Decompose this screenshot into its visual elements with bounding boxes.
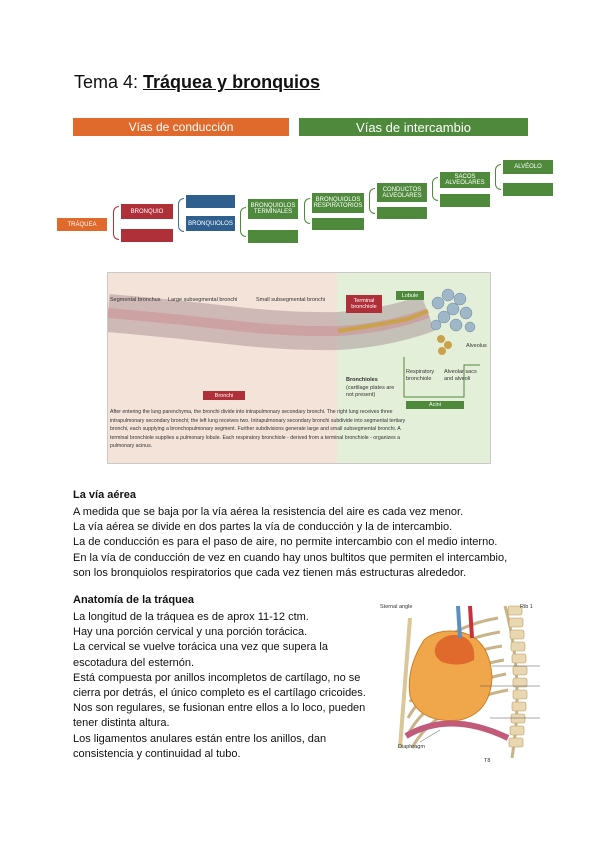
node-alveolo-blank: [503, 183, 553, 196]
paragraph-line: Nos son regulares, se fusionan entre ellos a lo loco, pueden: [73, 702, 366, 715]
node-conductos-blank: [377, 207, 427, 219]
paragraph-line: A medida que se baja por la vía aérea la resistencia del aire es cada vez menor.: [73, 506, 464, 518]
node-traquea: TRÁQUEA: [57, 218, 107, 231]
paragraph-line: escotadura del esternón.: [73, 656, 195, 669]
anatomia-body: [73, 610, 366, 762]
node-terminales-blank: [248, 230, 298, 243]
paragraph-line: La de conducción es para el paso de aire, no permite intercambio con el medio interno.: [73, 536, 498, 549]
paragraph-line: tener distinta altura.: [73, 717, 170, 730]
label-t8: T8: [484, 758, 491, 764]
label-cartilage: (cartilage plates are not present): [346, 385, 395, 398]
label-bronchioles: Bronchioles: [346, 377, 378, 383]
label-respiratory: Respiratory bronchiole: [406, 369, 435, 382]
label-segmental: Segmental bronchus: [110, 297, 161, 303]
node-respiratorios: BRONQUIOLOS RESPIRATORIOS: [312, 193, 364, 213]
paragraph-line: La longitud de la tráquea es de aprox 11-12 ctm.: [73, 611, 309, 623]
paragraph-line: consistencia y continuidad al tubo.: [73, 747, 241, 760]
label-sternal-angle: Sternal angle: [380, 604, 413, 610]
paragraph-line: Los ligamentos anulares están entre los anillos, dan: [73, 732, 327, 745]
via-aerea-body: [73, 505, 507, 581]
paragraph-line: cierra por detrás, el único completo es el cartílago cricoides.: [73, 687, 366, 700]
label-diaphragm: Diaphragm: [398, 744, 425, 750]
bracket-2: [178, 198, 184, 232]
node-terminales: BRONQUIOLOS TERMINALES: [248, 199, 298, 219]
bracket-6: [432, 177, 438, 201]
paragraph-line: En la vía de conducción de vez en cuando hay unos bultitos que permiten el intercambio,: [73, 551, 508, 564]
section-heading-anatomia: Anatomía de la tráquea: [73, 594, 195, 606]
node-respiratorios-blank: [312, 218, 364, 230]
figure-caption: After entering the lung parenchyma, the bronchi divide into intrapulmonary secondary bronchi. The right lung receives three intrapulmonary secondary bronchi; the left lung receives two. Intrapulmonary secondary bronchi subdivide into segmental tertiary bronchi, each supplying a bronchopulmonary segment. Further subdivisions generate large and small subsegmental bronchi. A terminal bronchiole supplies a pulmonary lobule. Each respiratory bronchiole - derived from a terminal bronchiole - organizes a pulmonary acinus.: [110, 409, 406, 450]
node-sacos-blank: [440, 194, 490, 207]
bracket-4: [304, 198, 310, 224]
label-large: Large subsegmental bronchi: [168, 297, 238, 303]
label-acini: Acini: [429, 402, 441, 408]
node-bronquio-blank: [121, 229, 173, 242]
label-bronchi: Bronchi: [214, 392, 234, 399]
node-sacos: SACOS ALVEOLARES: [440, 172, 490, 188]
thorax-anatomy-figure: [380, 598, 545, 770]
label-sacs: Alveolar sacs and alveoli: [444, 369, 477, 382]
label-small: Small subsegmental bronchi: [256, 297, 326, 303]
paragraph-line: son los bronquiolos respiratorios que cada vez tienen más estructuras alrededor.: [73, 566, 467, 579]
bracket-5: [369, 188, 375, 214]
title-prefix: Tema 4:: [74, 72, 144, 92]
paragraph-line: Está compuesta por anillos incompletos de cartílago, no se: [73, 671, 361, 684]
section-heading-via-aerea: La vía aérea: [73, 489, 136, 501]
bronchial-tree-figure: [107, 272, 491, 464]
label-terminal: Terminal bronchiole: [351, 298, 377, 310]
node-bronquiolos: BRONQUIOLOS: [186, 216, 235, 231]
node-bronquio: BRONQUIO: [121, 204, 173, 219]
node-alveolo: ALVÉOLO: [503, 160, 553, 174]
label-rib: Rib 1: [520, 604, 533, 610]
banner-conduccion: Vías de conducción: [73, 118, 289, 136]
banner-intercambio: Vías de intercambio: [299, 118, 528, 136]
node-conductos: CONDUCTOS ALVEOLARES: [377, 183, 427, 202]
title-topic: Tráquea y bronquios: [143, 72, 321, 92]
bracket-3: [240, 207, 246, 237]
paragraph-line: La vía aérea se divide en dos partes la vía de conducción y la de intercambio.: [73, 521, 453, 534]
paragraph-line: Hay una porción cervical y una porción torácica.: [73, 626, 308, 639]
node-blue-blank: [186, 195, 235, 208]
label-alveolus: Alveolus: [466, 343, 487, 349]
label-lobule: Lobule: [401, 292, 419, 299]
bracket-1: [113, 206, 119, 240]
bracket-7: [495, 164, 501, 190]
paragraph-line: La cervical se vuelve torácica una vez que supera la: [73, 641, 328, 654]
page-title: [74, 72, 320, 93]
